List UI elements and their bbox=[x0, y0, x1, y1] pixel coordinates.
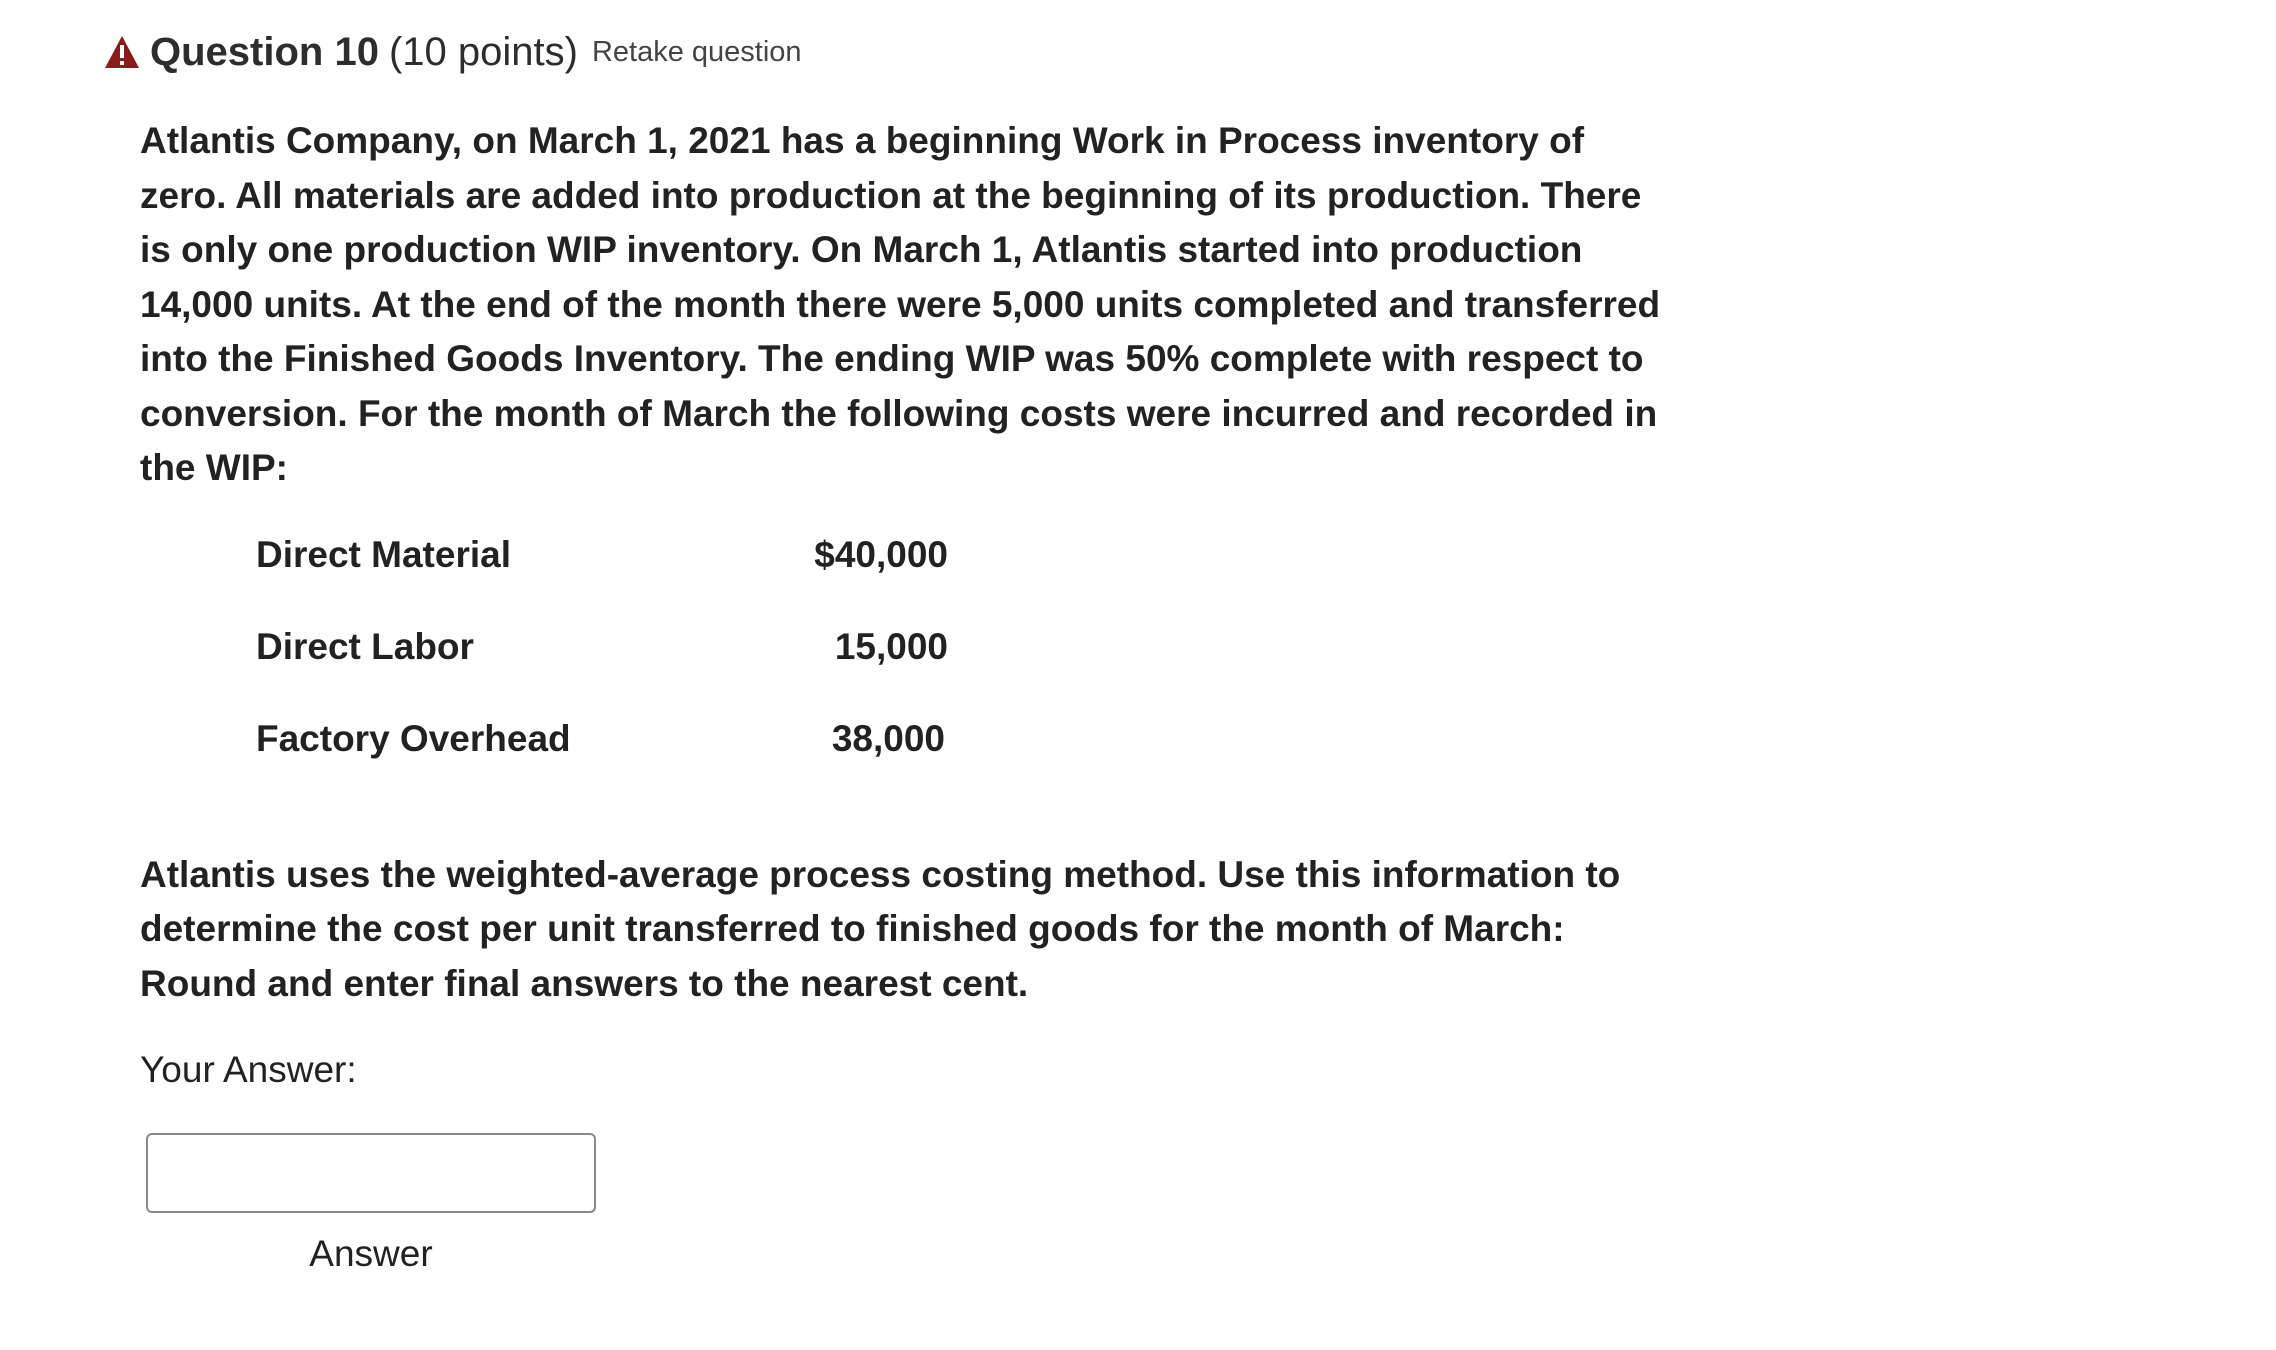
cost-value: 15,000 bbox=[834, 625, 948, 667]
question-points: (10 points) bbox=[388, 29, 578, 74]
cost-label: Direct Material bbox=[256, 533, 511, 575]
question-instructions: Atlantis uses the weighted-average process costing method. Use this information to determine the cost per unit transferred to finished goods for the month of March: Round and enter final answers to the nearest cent. bbox=[140, 853, 1621, 1004]
cost-label: Direct Labor bbox=[256, 625, 474, 667]
cost-row-direct-material bbox=[140, 533, 948, 588]
your-answer-label: Your Answer: bbox=[140, 1049, 357, 1090]
question-text: Atlantis Company, on March 1, 2021 has a beginning Work in Process inventory of zero. All materials are added into production at the beginning of its production. There is only one production WIP inventory. On March 1, Atlantis started into production 14,000 units. At the end of the month there were 5,000 units completed and transferred into the Finished Goods Inventory. The ending WIP was 50% complete with respect to conversion. For the month of March the following costs were incurred and recorded in the WIP: bbox=[140, 120, 1661, 488]
cost-value: $40,000 bbox=[814, 533, 948, 575]
cost-row-direct-labor bbox=[140, 625, 948, 680]
question-title: Question 10 bbox=[150, 29, 379, 74]
retake-question-link[interactable]: Retake question bbox=[591, 35, 802, 68]
cost-row-factory-overhead bbox=[140, 717, 945, 772]
cost-value: 38,000 bbox=[831, 717, 945, 759]
question-header bbox=[104, 22, 802, 82]
answer-caption: Answer bbox=[309, 1233, 433, 1274]
cost-label: Factory Overhead bbox=[256, 717, 571, 759]
answer-input[interactable] bbox=[146, 1133, 596, 1213]
warning-triangle-icon bbox=[104, 35, 140, 69]
cost-table bbox=[140, 534, 1680, 812]
question-body bbox=[140, 114, 1680, 1275]
